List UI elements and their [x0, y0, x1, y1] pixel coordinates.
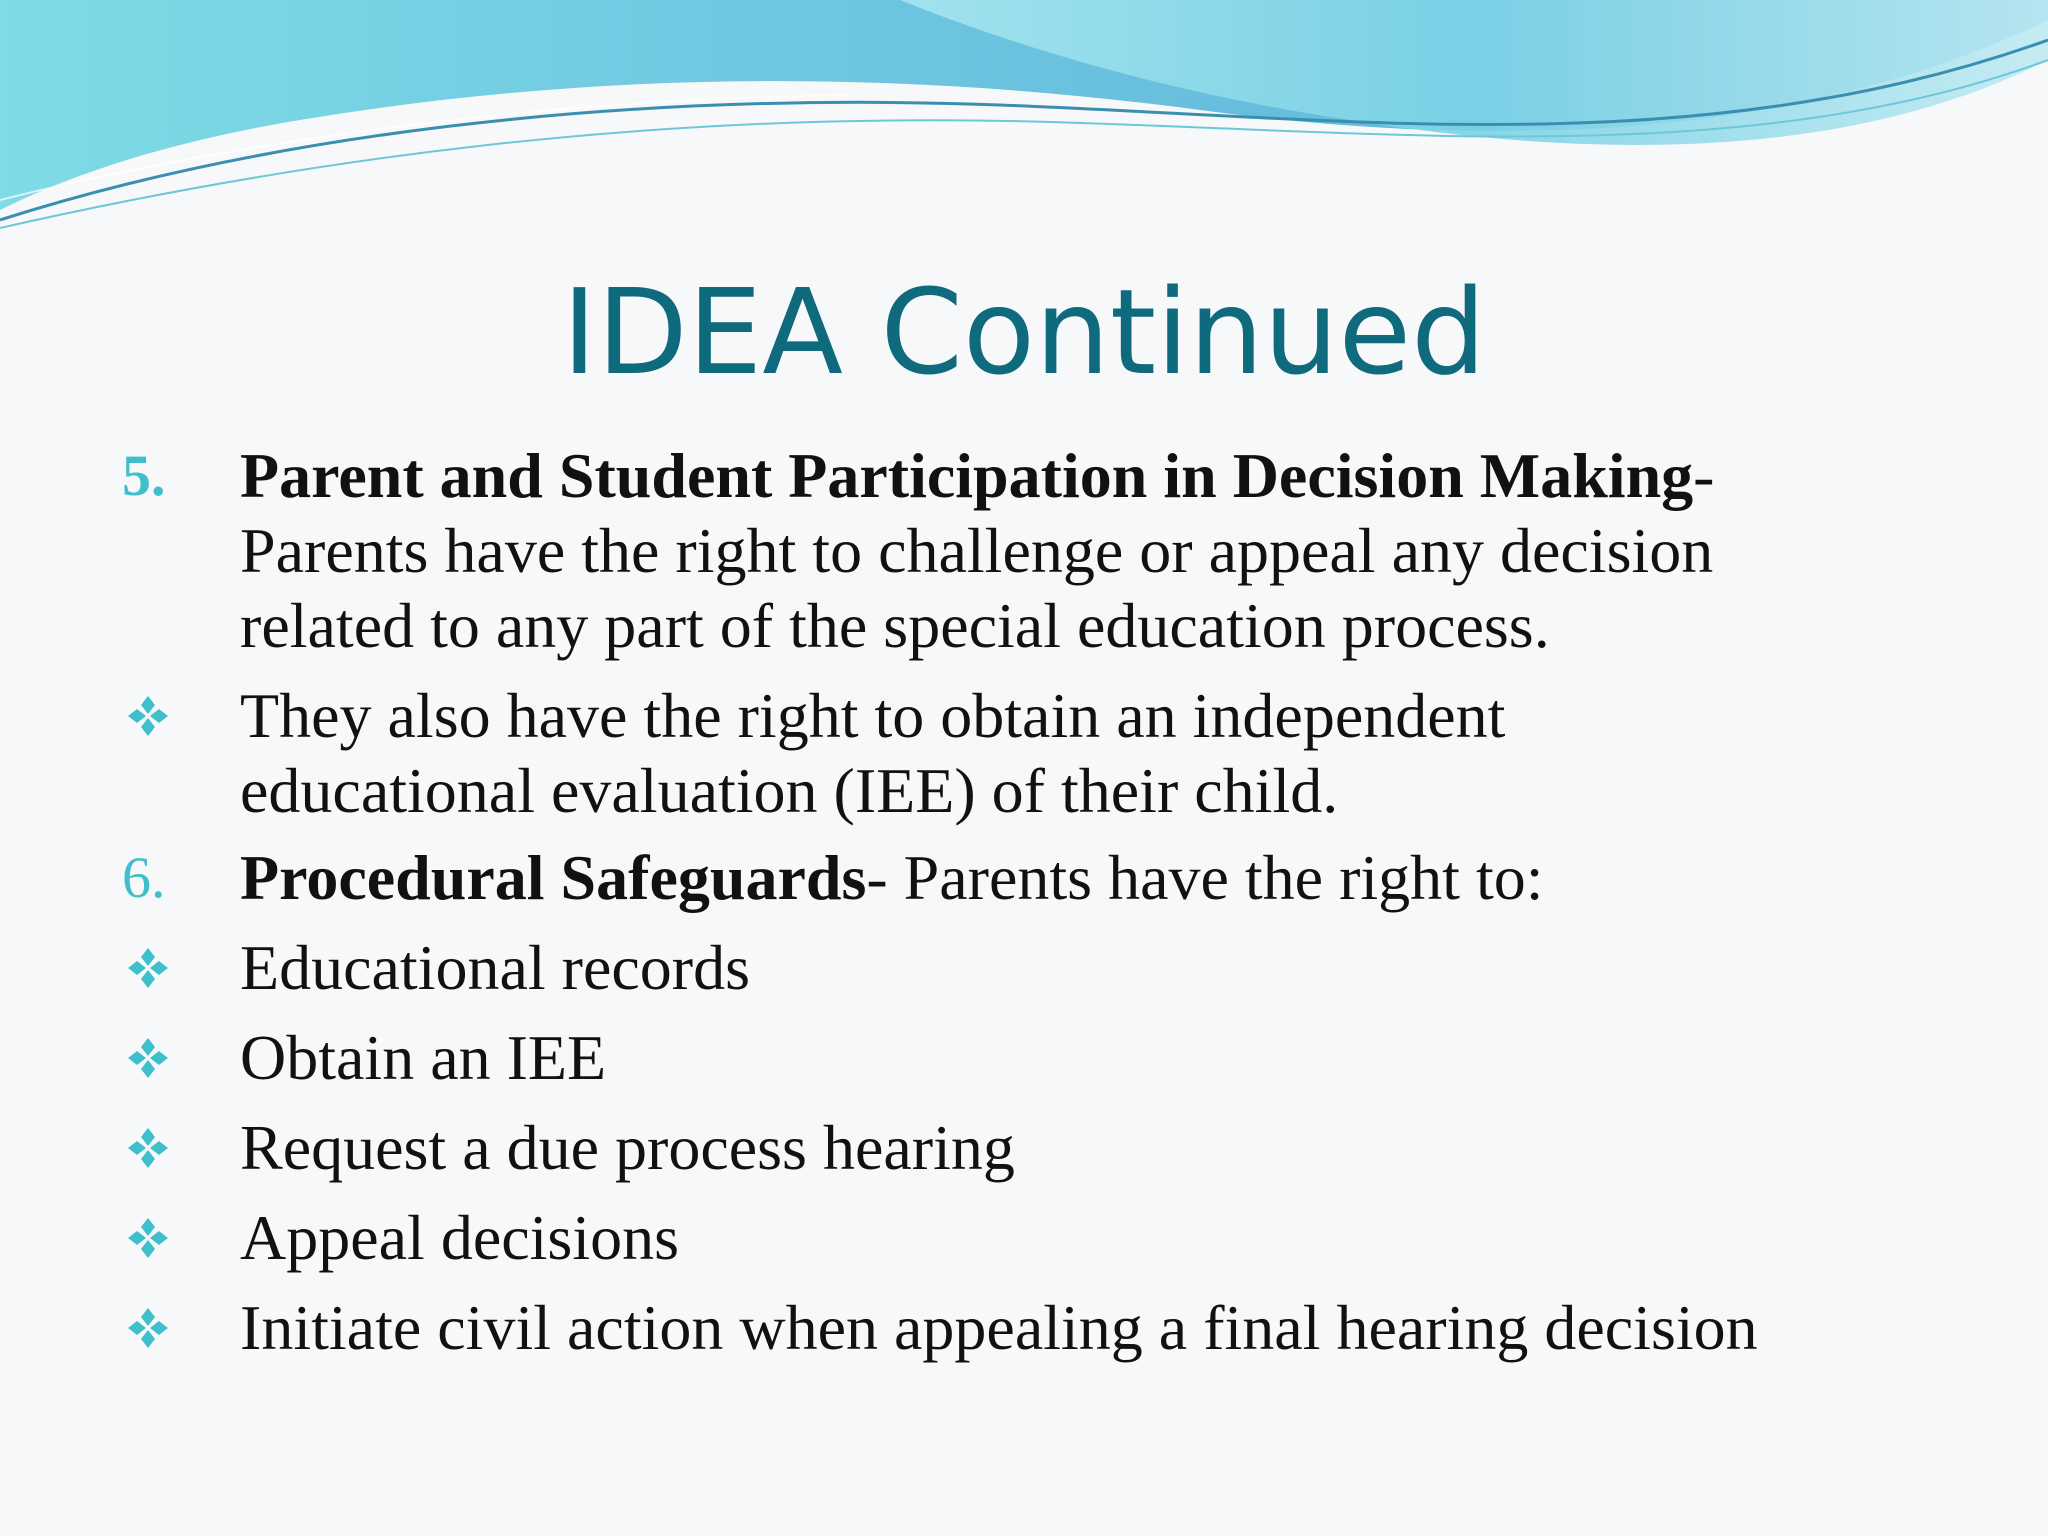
list-item-text: Appeal decisions: [240, 1202, 679, 1273]
item-heading: Procedural Safeguards: [240, 842, 867, 913]
header-wave-decoration: [0, 0, 2048, 240]
list-item-text: Initiate civil action when appealing a final hearing decision: [240, 1292, 1758, 1363]
list-number: 5.: [122, 443, 166, 508]
list-item-text: [240, 678, 2000, 828]
item-line: They also have the right to obtain an independent: [240, 680, 1506, 751]
list-item-text: Parent and Student Participation in Decision Making- Parents have the right to challenge or appeal any decision related to any part of the special education process.: [240, 438, 2000, 663]
diamond-bullet-icon: [122, 1020, 182, 1095]
diamond-bullet-icon: [122, 1110, 182, 1185]
list-number: 6.: [122, 845, 166, 910]
item-heading: Parent and Student Participation in Decision Making: [240, 440, 1694, 511]
list-item-text: Obtain an IEE: [240, 1022, 607, 1093]
diamond-bullet-icon: [122, 930, 182, 1005]
item-line: related to any part of the special education process.: [240, 590, 1550, 661]
diamond-bullet-icon: [122, 678, 182, 753]
slide-title: IDEA Continued: [562, 263, 1486, 401]
list-item-text: Educational records: [240, 932, 750, 1003]
list-item-text: Procedural Safeguards- Parents have the right to:: [240, 842, 1544, 913]
item-line: educational evaluation (IEE) of their child.: [240, 755, 1339, 826]
list-item-text: Request a due process hearing: [240, 1112, 1015, 1183]
diamond-bullet-icon: [122, 1200, 182, 1275]
item-line: Parents have the right to challenge or appeal any decision: [240, 515, 1714, 586]
diamond-bullet-icon: [122, 1290, 182, 1365]
